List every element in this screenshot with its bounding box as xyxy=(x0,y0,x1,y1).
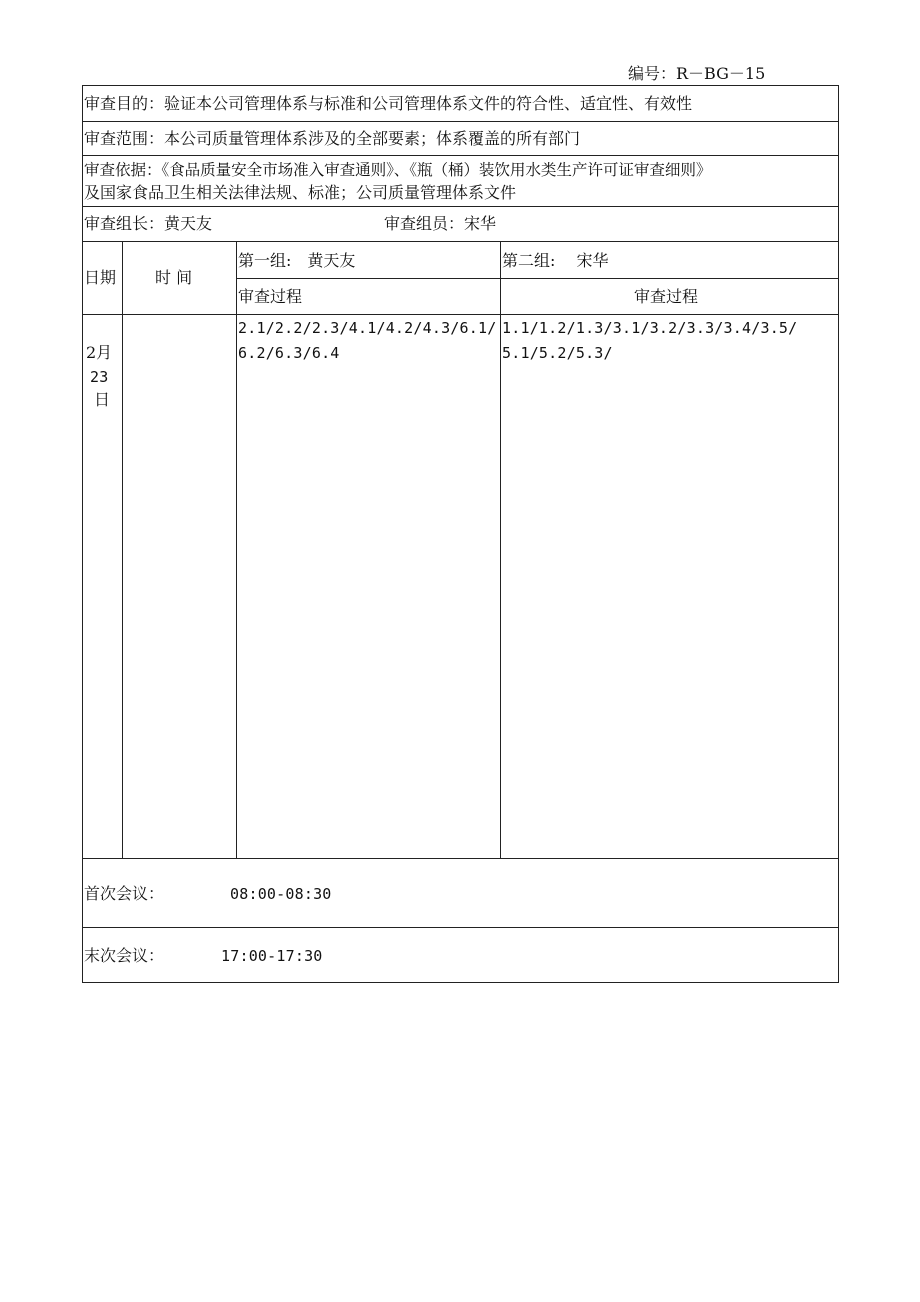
table-border-left xyxy=(82,85,83,983)
column-header-process1: 审查过程 xyxy=(238,287,303,306)
column-header-group1: 第一组: 黄天友 xyxy=(238,251,356,270)
first-meeting-time: 08:00-08:30 xyxy=(230,885,332,903)
col-divider-time xyxy=(236,241,237,858)
row-divider-process-header xyxy=(82,314,839,315)
audit-members: 审查组员：宋华 xyxy=(384,214,497,233)
audit-leader: 审查组长：黄天友 xyxy=(84,214,213,233)
date-suffix: 日 xyxy=(94,390,111,409)
group1-process-line1: 2.1/2.2/2.3/4.1/4.2/4.3/6.1/ xyxy=(238,319,497,337)
last-meeting-label: 末次会议： xyxy=(84,946,165,965)
row-divider-purpose xyxy=(82,121,839,122)
document-number: 编号：R－BG－15 xyxy=(628,64,766,83)
group1-process-line2: 6.2/6.3/6.4 xyxy=(238,344,340,362)
column-header-time: 时 间 xyxy=(155,268,193,287)
row-divider-scope xyxy=(82,155,839,156)
date-month: 2月 xyxy=(86,343,113,362)
row-divider-basis xyxy=(82,206,839,207)
table-border-bottom xyxy=(82,982,839,983)
table-border-top xyxy=(82,85,839,86)
row-divider-leader xyxy=(82,241,839,242)
col-divider-date xyxy=(122,241,123,858)
last-meeting-time: 17:00-17:30 xyxy=(221,947,323,965)
audit-scope: 审查范围：本公司质量管理体系涉及的全部要素；体系覆盖的所有部门 xyxy=(84,129,581,148)
group2-process-line1: 1.1/1.2/1.3/3.1/3.2/3.3/3.4/3.5/ xyxy=(502,319,798,337)
row-divider-schedule xyxy=(82,858,839,859)
first-meeting-label: 首次会议： xyxy=(84,884,165,903)
row-divider-first-meeting xyxy=(82,927,839,928)
column-header-group2: 第二组: 宋华 xyxy=(502,251,609,270)
row-divider-group-header xyxy=(236,278,839,279)
group2-process-line2: 5.1/5.2/5.3/ xyxy=(502,344,613,362)
date-day: 23 xyxy=(90,368,109,386)
table-border-right xyxy=(838,85,839,983)
audit-purpose: 审查目的：验证本公司管理体系与标准和公司管理体系文件的符合性、适宜性、有效性 xyxy=(84,94,693,113)
audit-basis-line1: 审查依据：《食品质量安全市场准入审查通则》、《瓶（桶）装饮用水类生产许可证审查细则》 xyxy=(84,161,712,179)
column-header-process2: 审查过程 xyxy=(634,287,699,306)
col-divider-groups xyxy=(500,241,501,858)
audit-basis-line2: 及国家食品卫生相关法律法规、标准；公司质量管理体系文件 xyxy=(84,183,517,202)
column-header-date: 日期 xyxy=(84,268,117,287)
